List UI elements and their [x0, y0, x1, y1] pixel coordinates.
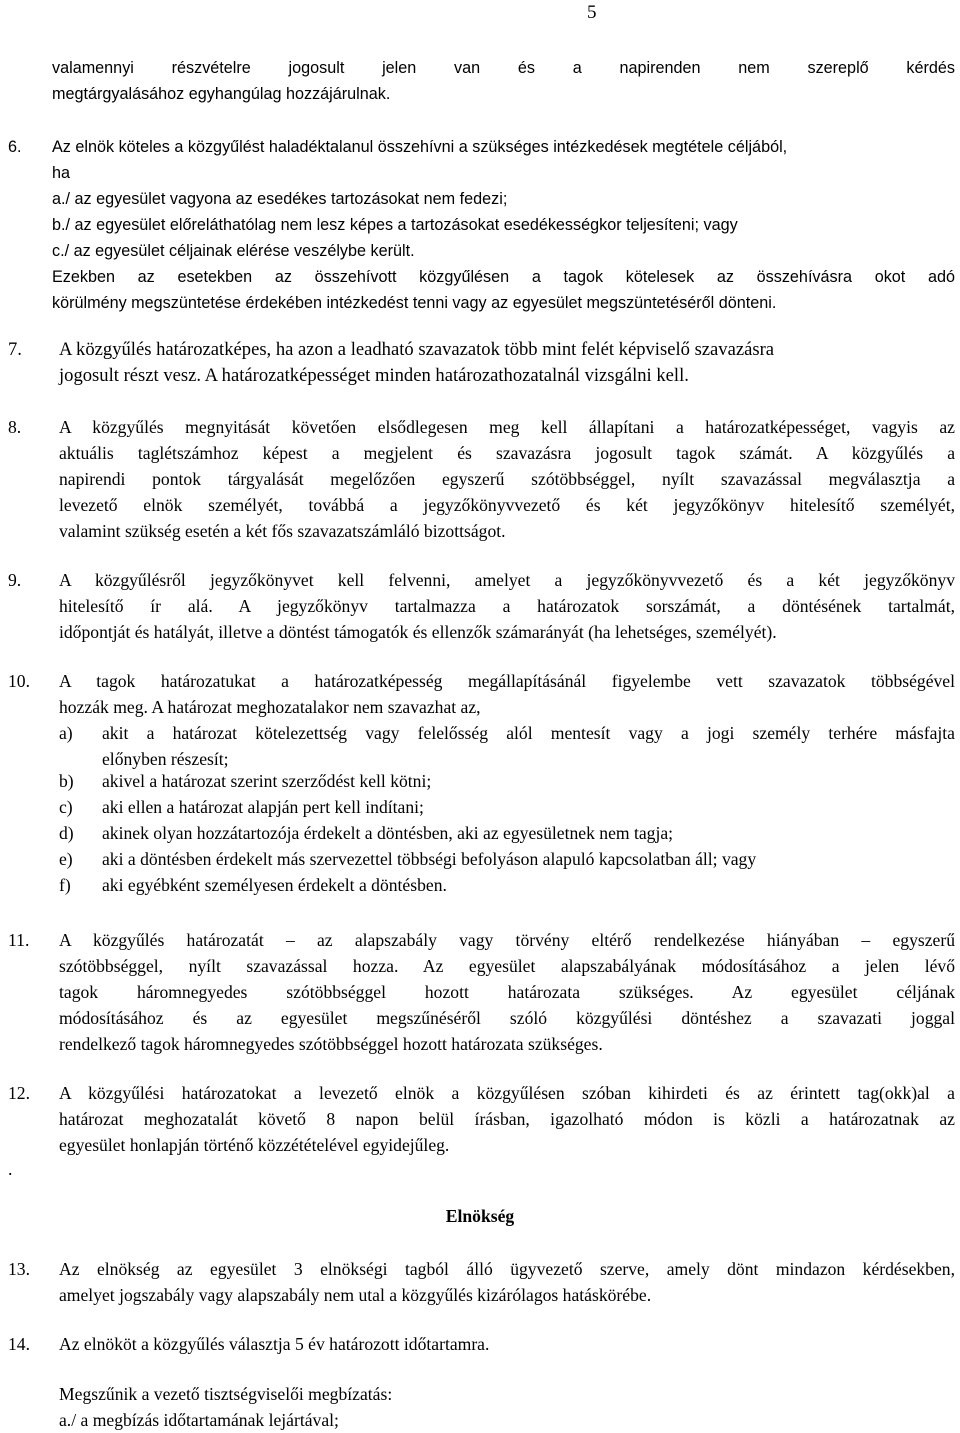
termination-title: Megszűnik a vezető tisztségviselői megbízatás: — [59, 1384, 393, 1404]
text-line: jogosult részt vesz. A határozatképességet minden határozathozatalnál vizsgálni kell. — [59, 365, 689, 386]
list-item — [0, 846, 960, 872]
paragraph-number: 8. — [8, 417, 22, 437]
page-number: 5 — [587, 2, 597, 23]
text-line: akit a határozat kötelezettség vagy felelősség alól mentesít vagy a jogi személy terhére másfajta — [102, 723, 955, 743]
list-item-label: f) — [59, 875, 71, 895]
termination-section — [59, 1381, 955, 1433]
list-item-text: akinek olyan hozzátartozója érdekelt a döntésben, aki az egyesületnek nem tagja; — [102, 823, 674, 843]
list-item-text: aki ellen a határozat alapján pert kell indítani; — [102, 797, 424, 817]
text-line: A közgyűlés megnyitását követően elsődlegesen meg kell állapítani a határozatképességet, vagyis az — [59, 417, 955, 437]
paragraph-14 — [59, 1331, 955, 1357]
text-line: aktuális taglétszámhoz képest a megjelent és szavazásra jogosult tagok számát. A közgyűlés a — [59, 443, 955, 463]
paragraph-8 — [59, 414, 955, 544]
text-line: A közgyűlés határozatát – az alapszabály vagy törvény eltérő rendelkezése hiányában – egyszerű — [59, 930, 955, 950]
paragraph-13 — [59, 1256, 955, 1308]
text-line: ha — [52, 164, 71, 182]
text-line: A tagok határozatukat a határozatképesség megállapításánál figyelembe vett szavazatok többségével — [59, 671, 955, 691]
list-item-label: a) — [59, 723, 73, 743]
text-line: amelyet jogszabály vagy alapszabály nem utal a közgyűlés kizárólagos hatáskörébe. — [59, 1285, 652, 1305]
paragraph-10 — [59, 668, 955, 720]
text-line: A közgyűlési határozatokat a levezető elnök a közgyűlésen szóban kihirdeti és az érintett tag(okk)al a — [59, 1083, 955, 1103]
paragraph-number: 12. — [8, 1083, 30, 1103]
list-item-label: e) — [59, 849, 73, 869]
paragraph-number: 14. — [8, 1334, 30, 1354]
list-item-text — [102, 720, 955, 772]
text-line: körülmény megszüntetése érdekében intézkedést tenni vagy az egyesület megszüntetéséről dönteni. — [52, 294, 777, 312]
text-line: c./ az egyesület céljainak elérése veszélybe került. — [52, 242, 415, 260]
list-item — [0, 768, 960, 794]
text-line: tagok háromnegyedes szótöbbséggel hozott határozata szükséges. Az egyesület céljának — [59, 982, 955, 1002]
text-line: hozzák meg. A határozat meghozatalakor nem szavazhat az, — [59, 697, 481, 717]
paragraph-number: 7. — [8, 339, 22, 360]
text-line: szótöbbséggel, nyílt szavazással hozza. Az egyesület alapszabályának módosításához a jelen lévő — [59, 956, 955, 976]
text-line: megtárgyalásához egyhangúlag hozzájárulnak. — [52, 85, 391, 103]
paragraph-number: 9. — [8, 570, 22, 590]
paragraph-number: 10. — [8, 671, 30, 691]
text-line: előnyben részesít; — [102, 749, 229, 769]
paragraph-6 — [52, 134, 955, 316]
text-line: A közgyűlésről jegyzőkönyvet kell felvenni, amelyet a jegyzőkönyvvezető és a két jegyzőkönyv — [59, 570, 955, 590]
stray-dot: . — [8, 1159, 13, 1179]
text-line: b./ az egyesület előreláthatólag nem lesz képes a tartozásokat esedékességkor teljesíteni; vagy — [52, 216, 738, 234]
paragraph-11 — [59, 927, 955, 1057]
text-line: Az elnök köteles a közgyűlést haladéktalanul összehívni a szükséges intézkedések megtétele céljából, — [52, 138, 788, 156]
paragraph-number: 11. — [8, 930, 30, 950]
list-item-label: d) — [59, 823, 74, 843]
paragraph-number: 6. — [8, 138, 22, 156]
list-item-text: aki a döntésben érdekelt más szervezettel többségi befolyáson alapuló kapcsolatban áll; vagy — [102, 849, 757, 869]
paragraph-12 — [59, 1080, 955, 1158]
paragraph-7 — [59, 337, 955, 389]
list-item-label: b) — [59, 771, 74, 791]
text-line: A közgyűlés határozatképes, ha azon a leadható szavazatok több mint felét képviselő szavazásra — [59, 339, 775, 360]
termination-item: a./ a megbízás időtartamának lejártával; — [59, 1410, 339, 1430]
text-line: határozat meghozatalát követő 8 napon belül írásban, igazolható módon is közli a határozatnak az — [59, 1109, 955, 1129]
text-line: Ezekben az esetekben az összehívott közgyűlésen a tagok kötelesek az összehívásra okot adó — [52, 268, 955, 286]
text-line: valamennyi részvételre jogosult jelen van és a napirenden nem szereplő kérdés — [52, 59, 955, 77]
list-item-label: c) — [59, 797, 73, 817]
list-item-text: aki egyébként személyesen érdekelt a döntésben. — [102, 875, 447, 895]
text-line: Az elnököt a közgyűlés választja 5 év határozott időtartamra. — [59, 1334, 490, 1354]
text-line: módosításához és az egyesület megszűnéséről szóló közgyűlési döntéshez a szavazati joggal — [59, 1008, 955, 1028]
text-line: Az elnökség az egyesület 3 elnökségi tagból álló ügyvezető szerve, amely dönt mindazon kérdésekben, — [59, 1259, 955, 1279]
paragraph-number: 13. — [8, 1259, 30, 1279]
list-item — [0, 820, 960, 846]
text-line: rendelkező tagok háromnegyedes szótöbbséggel hozott határozata szükséges. — [59, 1034, 603, 1054]
text-line: levezető elnök személyét, továbbá a jegyzőkönyvvezető és két jegyzőkönyv hitelesítő személyét, — [59, 495, 955, 515]
list-item-text: akivel a határozat szerint szerződést kell kötni; — [102, 771, 432, 791]
list-item — [0, 872, 960, 898]
text-line: a./ az egyesület vagyona az esedékes tartozásokat nem fedezi; — [52, 190, 508, 208]
list-item — [0, 720, 960, 772]
text-line: napirendi pontok tárgyalását megelőzően egyszerű szótöbbséggel, nyílt szavazással megválasztja a — [59, 469, 955, 489]
intro-paragraph — [52, 55, 955, 107]
paragraph-9 — [59, 567, 955, 645]
list-item — [0, 794, 960, 820]
section-heading: Elnökség — [445, 1206, 515, 1226]
text-line: valamint szükség esetén a két fős szavazatszámláló bizottságot. — [59, 521, 506, 541]
text-line: hitelesítő ír alá. A jegyzőkönyv tartalmazza a határozatok sorszámát, a döntésének tartalmát, — [59, 596, 955, 616]
text-line: időpontját és hatályát, illetve a döntést támogatók és ellenzők számarányát (ha lehetséges, személyét). — [59, 622, 777, 642]
text-line: egyesület honlapján történő közzétételével egyidejűleg. — [59, 1135, 450, 1155]
